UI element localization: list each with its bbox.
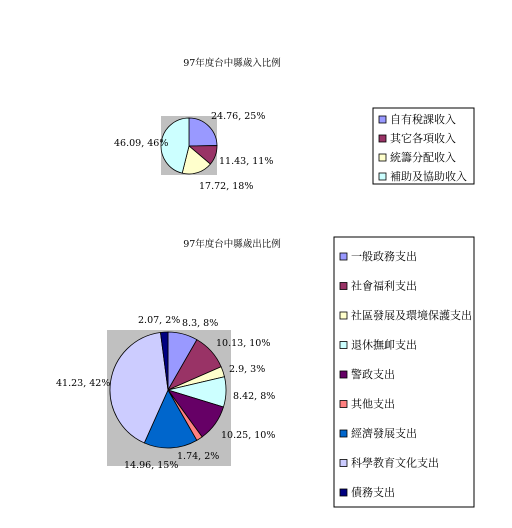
expenditure-legend-swatch bbox=[340, 460, 347, 467]
expenditure-label-retirement: 8.42, 8% bbox=[233, 391, 276, 402]
expenditure-label-social-welfare: 10.13, 10% bbox=[216, 338, 271, 349]
expenditure-label-debt: 2.07, 2% bbox=[138, 315, 181, 326]
expenditure-label-police: 10.25, 10% bbox=[221, 430, 276, 441]
revenue-legend-swatch bbox=[379, 173, 386, 180]
revenue-pie bbox=[161, 118, 217, 174]
expenditure-legend-swatch bbox=[340, 312, 347, 319]
expenditure-legend-label: 社會福利支出 bbox=[351, 279, 417, 293]
expenditure-legend-label: 其他支出 bbox=[351, 397, 395, 411]
expenditure-label-economic: 14.96, 15% bbox=[124, 460, 179, 471]
expenditure-chart bbox=[56, 237, 474, 507]
expenditure-legend-swatch bbox=[340, 283, 347, 290]
expenditure-legend-swatch bbox=[340, 253, 347, 260]
expenditure-legend-label: 退休撫卹支出 bbox=[351, 338, 417, 352]
expenditure-legend bbox=[334, 237, 474, 507]
expenditure-chart-title: 97年度台中縣歲出比例 bbox=[183, 239, 281, 250]
expenditure-label-other: 1.74, 2% bbox=[177, 451, 220, 462]
revenue-legend-swatch bbox=[379, 154, 386, 161]
revenue-legend-swatch bbox=[379, 116, 386, 123]
expenditure-legend-label: 一般政務支出 bbox=[351, 250, 417, 263]
revenue-legend-label: 補助及協助收入 bbox=[390, 170, 467, 183]
revenue-label-subsidy: 46.09, 46% bbox=[114, 138, 169, 149]
expenditure-legend-swatch bbox=[340, 489, 347, 496]
expenditure-legend-label: 警政支出 bbox=[351, 368, 395, 381]
revenue-label-allocation: 17.72, 18% bbox=[199, 181, 254, 192]
revenue-legend bbox=[373, 108, 474, 184]
expenditure-legend-swatch bbox=[340, 342, 347, 349]
revenue-chart-title: 97年度台中縣歲入比例 bbox=[183, 58, 281, 69]
expenditure-legend-label: 經濟發展支出 bbox=[351, 427, 417, 440]
expenditure-legend-label: 債務支出 bbox=[351, 486, 395, 499]
revenue-legend-label: 統籌分配收入 bbox=[390, 151, 456, 164]
expenditure-legend-label: 科學教育文化支出 bbox=[351, 456, 439, 470]
expenditure-label-education: 41.23, 42% bbox=[56, 378, 111, 389]
revenue-legend-label: 自有稅課收入 bbox=[390, 113, 456, 126]
revenue-chart bbox=[114, 57, 474, 192]
revenue-legend-swatch bbox=[379, 135, 386, 142]
expenditure-legend-swatch bbox=[340, 401, 347, 408]
expenditure-pie bbox=[110, 332, 226, 448]
expenditure-label-general-affairs: 8.3, 8% bbox=[182, 318, 219, 329]
revenue-label-own-tax: 24.76, 25% bbox=[211, 111, 266, 122]
expenditure-legend-swatch bbox=[340, 371, 347, 378]
expenditure-legend-label: 社區發展及環境保護支出 bbox=[351, 309, 472, 322]
revenue-legend-label: 其它各項收入 bbox=[390, 132, 456, 145]
expenditure-label-community: 2.9, 3% bbox=[229, 364, 266, 375]
revenue-label-other-income: 11.43, 11% bbox=[219, 156, 274, 167]
expenditure-legend-swatch bbox=[340, 430, 347, 437]
